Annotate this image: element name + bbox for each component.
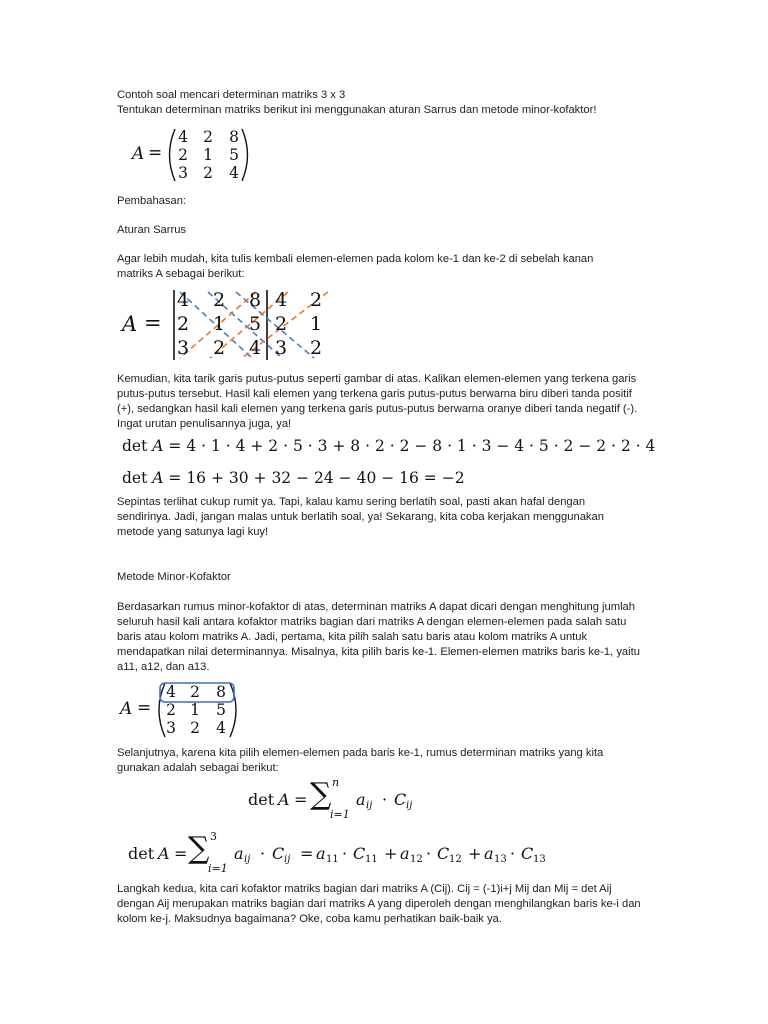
equals-sign: = xyxy=(300,844,314,863)
a-subscript: ij xyxy=(244,854,251,865)
c12-term: C xyxy=(437,844,450,863)
sarrus-paragraph-3: Sepintas terlihat cukup rumit ya. Tapi, kalau kamu sering berlatih soal, pasti akan hafal dengan sendirinya. Jadi, jangan malas untuk berlatih soal, ya! Sekarang, kita coba kerjakan menggunakan metode yang satunya lagi kuy! xyxy=(117,496,604,538)
dot-operator: · xyxy=(426,844,432,863)
c-subscript: ij xyxy=(406,800,413,811)
dot-operator: · xyxy=(260,844,266,863)
sum-upper-limit: n xyxy=(332,776,340,789)
matrix-name: A xyxy=(122,312,138,336)
cell-3-3: 4 xyxy=(216,719,226,737)
s-cell-2-2: 1 xyxy=(212,313,226,335)
a11-term: a xyxy=(316,844,326,863)
pembahasan-label: Pembahasan: xyxy=(117,195,187,207)
sigma-symbol: ∑ xyxy=(188,831,210,866)
a11-subscript: 11 xyxy=(326,854,339,865)
sarrus-heading: Aturan Sarrus xyxy=(117,224,187,236)
det-expansion: = 4 · 1 · 4 + 2 · 5 · 3 + 8 · 2 · 2 − 8 · 1 · 3 − 4 · 5 · 2 − 2 · 2 · 4 xyxy=(168,437,656,455)
s-cell-3-5: 2 xyxy=(309,337,323,359)
cell-1-3: 8 xyxy=(216,683,226,701)
s-cell-3-3: 4 xyxy=(248,337,262,359)
sigma-symbol: ∑ xyxy=(310,777,332,812)
cell-1-1: 4 xyxy=(166,683,176,701)
cell-2-3: 5 xyxy=(229,146,239,164)
sarrus-paragraph-2: Kemudian, kita tarik garis putus-putus seperti gambar di atas. Kalikan elemen-elemen yang terkena garis putus-putus tersebut. Hasil kali elemen yang terkena garis putus-putus berwarna biru diberi tanda positif (+), sedangkan hasil kali elemen yang terkena garis putus-putus berwarna oranye diberi tanda negatif (-). Ingat urutan penulisannya juga, ya! xyxy=(117,373,638,430)
plus-sign: + xyxy=(384,844,398,863)
sarrus-matrix xyxy=(120,288,340,362)
s-cell-3-4: 3 xyxy=(274,337,288,359)
s-cell-3-1: 3 xyxy=(176,337,190,359)
doc-intro: Tentukan determinan matriks berikut ini menggunakan aturan Sarrus dan metode minor-kofaktor! xyxy=(117,104,597,116)
cell-3-2: 2 xyxy=(190,719,200,737)
equals-sign: = xyxy=(148,143,163,163)
sum-lower-limit: i=1 xyxy=(330,808,350,821)
cell-1-2: 2 xyxy=(190,683,200,701)
matrix-name: A xyxy=(120,699,133,719)
s-cell-1-5: 2 xyxy=(309,289,323,311)
a12-subscript: 12 xyxy=(410,854,423,865)
sarrus-lines xyxy=(120,288,340,362)
a13-subscript: 13 xyxy=(494,854,507,865)
det-matrix-name: A xyxy=(152,437,164,455)
c13-subscript: 13 xyxy=(533,854,546,865)
sarrus-paragraph-1: Agar lebih mudah, kita tulis kembali elemen-elemen pada kolom ke-1 dan ke-2 di sebelah kanan matriks A sebagai berikut: xyxy=(117,253,594,280)
cell-3-2: 2 xyxy=(203,164,213,182)
det-result-equation xyxy=(122,469,465,487)
matrix-a-row-highlight xyxy=(118,680,258,740)
minor-paragraph-3: Langkah kedua, kita cari kofaktor matriks bagian dari matriks A (Cij). Cij = (-1)i+j Mij dan Mij = det Aij dengan Aij merupakan matriks bagian dari matriks A yang diperoleh dengan menghilangkan baris ke-i dan kolom ke-j. Maksudnya bagaimana? Oke, coba kamu perhatikan baik-baik ya. xyxy=(117,883,641,925)
matrix-name: A xyxy=(132,144,145,164)
cell-2-2: 1 xyxy=(190,701,200,719)
det-matrix-name: A xyxy=(158,844,170,863)
cell-3-1: 3 xyxy=(178,164,188,182)
c-subscript: ij xyxy=(284,854,291,865)
equals-sign: = xyxy=(174,844,188,863)
a12-term: a xyxy=(400,844,410,863)
s-cell-2-3: 5 xyxy=(248,313,262,335)
c11-term: C xyxy=(353,844,366,863)
s-cell-3-2: 2 xyxy=(212,337,226,359)
cell-1-1: 4 xyxy=(178,128,188,146)
cell-3-1: 3 xyxy=(166,719,176,737)
c11-subscript: 11 xyxy=(365,854,378,865)
a13-term: a xyxy=(484,844,494,863)
det-result: = 16 + 30 + 32 − 24 − 40 − 16 = −2 xyxy=(168,469,465,487)
det-matrix-name: A xyxy=(278,790,290,809)
cell-2-1: 2 xyxy=(166,701,176,719)
cell-1-3: 8 xyxy=(229,128,239,146)
sum-formula-expanded xyxy=(128,832,548,878)
det-label: det xyxy=(248,790,275,809)
equals-sign: = xyxy=(137,698,152,718)
c-term: C xyxy=(272,844,285,863)
det-label: det xyxy=(122,469,148,487)
cell-2-3: 5 xyxy=(216,701,226,719)
a-term: a xyxy=(356,790,366,809)
a-term: a xyxy=(234,844,244,863)
s-cell-2-1: 2 xyxy=(176,313,190,335)
s-cell-1-1: 4 xyxy=(176,289,190,311)
cell-2-1: 2 xyxy=(178,146,188,164)
s-cell-2-5: 1 xyxy=(309,313,323,335)
dot-operator: · xyxy=(510,844,516,863)
cell-1-2: 2 xyxy=(203,128,213,146)
doc-title: Contoh soal mencari determinan matriks 3 x 3 xyxy=(117,89,346,101)
matrix-a-1 xyxy=(130,126,260,184)
a-subscript: ij xyxy=(366,800,373,811)
s-cell-1-4: 4 xyxy=(274,289,288,311)
dot-operator: · xyxy=(382,790,388,809)
cell-3-3: 4 xyxy=(229,164,239,182)
det-label: det xyxy=(122,437,148,455)
minor-paragraph-2: Selanjutnya, karena kita pilih elemen-elemen pada baris ke-1, rumus determinan matriks yang kita gunakan adalah sebagai berikut: xyxy=(117,747,604,774)
s-cell-1-3: 8 xyxy=(248,289,262,311)
sum-upper-limit: 3 xyxy=(210,830,217,843)
blue-dashed-diagonals xyxy=(180,292,314,358)
c13-term: C xyxy=(521,844,534,863)
s-cell-2-4: 2 xyxy=(274,313,288,335)
cell-2-2: 1 xyxy=(203,146,213,164)
equals-sign: = xyxy=(294,790,308,809)
det-matrix-name: A xyxy=(152,469,164,487)
sum-lower-limit: i=1 xyxy=(208,862,228,875)
minor-paragraph-1: Berdasarkan rumus minor-kofaktor di atas, determinan matriks A dapat dicari dengan menghitung jumlah seluruh hasil kali antara kofaktor matriks bagian dari matriks A dengan elemen-elemen pada salah satu baris atau kolom matriks A. Jadi, pertama, kita pilih salah satu baris atau kolom matriks A untuk mendapatkan nilai determinannya. Misalnya, kita pilih baris ke-1. Elemen-elemen matriks baris ke-1, yaitu a11, a12, dan a13. xyxy=(117,601,640,673)
c-term: C xyxy=(394,790,407,809)
det-expansion-equation xyxy=(122,437,655,455)
dot-operator: · xyxy=(342,844,348,863)
sum-formula-general xyxy=(248,778,428,822)
minor-heading: Metode Minor-Kofaktor xyxy=(117,571,231,583)
c12-subscript: 12 xyxy=(449,854,462,865)
s-cell-1-2: 2 xyxy=(212,289,226,311)
equals-sign: = xyxy=(144,311,162,335)
det-label: det xyxy=(128,844,155,863)
plus-sign: + xyxy=(468,844,482,863)
